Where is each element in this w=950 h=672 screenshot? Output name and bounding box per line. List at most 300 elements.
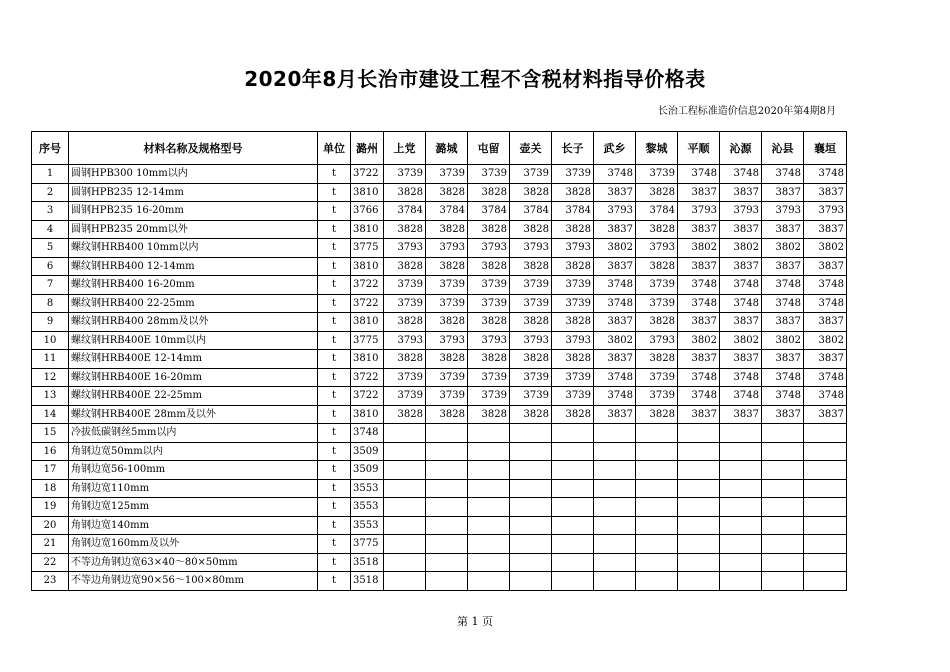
table-row <box>32 183 847 202</box>
price-cell <box>762 516 804 535</box>
price-cell: 3739 <box>426 294 468 313</box>
price-cell: 3793 <box>636 239 678 258</box>
price-cell: 3810 <box>351 257 384 276</box>
price-cell: 3793 <box>762 202 804 221</box>
price-cell <box>804 461 847 480</box>
price-cell: 3748 <box>678 387 720 406</box>
price-cell <box>510 498 552 517</box>
price-cell: 3802 <box>762 331 804 350</box>
price-cell <box>636 498 678 517</box>
price-cell: 3810 <box>351 405 384 424</box>
price-cell: 3828 <box>468 220 510 239</box>
material-name-cell: 螺纹钢HRB400E 16-20mm <box>69 368 318 387</box>
price-cell <box>384 424 426 443</box>
price-cell: 3748 <box>762 387 804 406</box>
price-cell: 3837 <box>720 220 762 239</box>
material-name-cell: 螺纹钢HRB400 22-25mm <box>69 294 318 313</box>
column-header: 上党 <box>384 132 426 165</box>
material-name-cell: 角钢边宽125mm <box>69 498 318 517</box>
price-cell: 3739 <box>426 368 468 387</box>
price-cell <box>636 424 678 443</box>
table-row <box>32 350 847 369</box>
price-cell: 3828 <box>468 257 510 276</box>
price-cell: 3837 <box>762 183 804 202</box>
price-cell <box>594 479 636 498</box>
price-cell: 3837 <box>762 313 804 332</box>
row-number-cell: 16 <box>32 442 69 461</box>
price-cell <box>594 424 636 443</box>
price-cell <box>762 442 804 461</box>
price-cell <box>510 535 552 554</box>
publication-subtitle: 长治工程标准造价信息2020年第4期8月 <box>657 106 836 117</box>
price-cell <box>426 553 468 572</box>
price-cell: 3802 <box>594 331 636 350</box>
price-cell <box>384 479 426 498</box>
price-cell: 3828 <box>636 257 678 276</box>
price-cell: 3837 <box>762 405 804 424</box>
price-cell <box>720 424 762 443</box>
price-cell <box>678 553 720 572</box>
material-name-cell: 螺纹钢HRB400 10mm以内 <box>69 239 318 258</box>
price-cell <box>762 479 804 498</box>
unit-cell: t <box>318 368 351 387</box>
price-cell: 3828 <box>510 405 552 424</box>
price-cell: 3802 <box>678 239 720 258</box>
price-cell: 3722 <box>351 387 384 406</box>
table-row <box>32 257 847 276</box>
material-name-cell: 螺纹钢HRB400E 22-25mm <box>69 387 318 406</box>
price-cell <box>804 498 847 517</box>
price-cell: 3748 <box>594 276 636 295</box>
column-header: 单位 <box>318 132 351 165</box>
price-cell: 3828 <box>636 350 678 369</box>
price-cell <box>426 572 468 591</box>
price-cell: 3802 <box>594 239 636 258</box>
price-cell: 3828 <box>510 220 552 239</box>
price-cell <box>426 479 468 498</box>
material-name-cell: 螺纹钢HRB400E 28mm及以外 <box>69 405 318 424</box>
price-cell: 3828 <box>636 183 678 202</box>
price-cell: 3837 <box>594 350 636 369</box>
price-cell <box>762 498 804 517</box>
price-cell: 3802 <box>762 239 804 258</box>
price-cell: 3837 <box>594 183 636 202</box>
price-cell <box>426 516 468 535</box>
price-cell: 3739 <box>636 387 678 406</box>
unit-cell: t <box>318 313 351 332</box>
price-cell: 3775 <box>351 239 384 258</box>
price-cell: 3784 <box>510 202 552 221</box>
unit-cell: t <box>318 498 351 517</box>
price-cell: 3775 <box>351 331 384 350</box>
price-cell <box>636 479 678 498</box>
price-cell <box>636 516 678 535</box>
price-cell: 3793 <box>510 239 552 258</box>
price-cell <box>636 572 678 591</box>
table-row <box>32 442 847 461</box>
price-cell <box>678 424 720 443</box>
price-cell: 3837 <box>804 405 847 424</box>
table-row <box>32 368 847 387</box>
price-cell: 3828 <box>384 183 426 202</box>
price-cell: 3748 <box>351 424 384 443</box>
price-cell <box>510 572 552 591</box>
price-cell <box>594 442 636 461</box>
price-cell <box>468 479 510 498</box>
price-cell <box>762 424 804 443</box>
price-cell <box>468 553 510 572</box>
table-row <box>32 498 847 517</box>
price-cell: 3837 <box>720 350 762 369</box>
price-cell <box>384 442 426 461</box>
price-cell <box>468 498 510 517</box>
price-cell <box>720 535 762 554</box>
price-cell: 3748 <box>678 294 720 313</box>
unit-cell: t <box>318 442 351 461</box>
price-cell <box>510 442 552 461</box>
price-cell <box>552 479 594 498</box>
price-cell: 3793 <box>678 202 720 221</box>
row-number-cell: 4 <box>32 220 69 239</box>
price-cell: 3722 <box>351 165 384 184</box>
table-row <box>32 331 847 350</box>
price-cell <box>594 572 636 591</box>
column-header: 沁源 <box>720 132 762 165</box>
material-name-cell: 角钢边宽50mm以内 <box>69 442 318 461</box>
price-cell: 3748 <box>720 276 762 295</box>
price-cell <box>384 553 426 572</box>
price-cell: 3739 <box>384 294 426 313</box>
price-cell: 3784 <box>426 202 468 221</box>
unit-cell: t <box>318 461 351 480</box>
price-cell: 3739 <box>552 387 594 406</box>
table-row <box>32 387 847 406</box>
unit-cell: t <box>318 405 351 424</box>
material-name-cell: 冷拔低碳钢丝5mm以内 <box>69 424 318 443</box>
price-cell: 3793 <box>510 331 552 350</box>
table-row <box>32 202 847 221</box>
price-cell <box>678 535 720 554</box>
price-cell: 3739 <box>468 294 510 313</box>
price-cell <box>384 535 426 554</box>
price-cell: 3828 <box>426 183 468 202</box>
price-cell: 3784 <box>468 202 510 221</box>
price-cell: 3739 <box>426 276 468 295</box>
price-cell <box>678 516 720 535</box>
price-cell <box>468 442 510 461</box>
price-cell: 3739 <box>384 165 426 184</box>
price-cell: 3837 <box>678 405 720 424</box>
price-cell: 3518 <box>351 572 384 591</box>
price-cell <box>804 553 847 572</box>
price-cell: 3802 <box>804 331 847 350</box>
price-cell: 3837 <box>678 220 720 239</box>
price-cell <box>720 479 762 498</box>
price-cell <box>636 535 678 554</box>
price-cell: 3739 <box>552 165 594 184</box>
price-cell: 3739 <box>384 276 426 295</box>
price-cell <box>510 479 552 498</box>
price-cell: 3793 <box>384 331 426 350</box>
price-cell: 3553 <box>351 516 384 535</box>
unit-cell: t <box>318 294 351 313</box>
price-cell: 3837 <box>678 183 720 202</box>
price-cell <box>510 461 552 480</box>
price-cell: 3748 <box>720 165 762 184</box>
price-cell: 3748 <box>594 294 636 313</box>
price-cell: 3739 <box>552 276 594 295</box>
price-cell: 3828 <box>552 220 594 239</box>
table-row <box>32 553 847 572</box>
price-cell <box>678 479 720 498</box>
price-cell <box>384 461 426 480</box>
price-cell: 3775 <box>351 535 384 554</box>
price-cell <box>552 572 594 591</box>
price-cell <box>594 461 636 480</box>
price-cell <box>636 442 678 461</box>
unit-cell: t <box>318 165 351 184</box>
unit-cell: t <box>318 553 351 572</box>
column-header: 黎城 <box>636 132 678 165</box>
price-cell: 3828 <box>468 350 510 369</box>
price-cell: 3748 <box>762 368 804 387</box>
material-name-cell: 螺纹钢HRB400E 10mm以内 <box>69 331 318 350</box>
price-cell: 3739 <box>552 368 594 387</box>
price-cell: 3802 <box>720 331 762 350</box>
price-cell <box>594 498 636 517</box>
price-cell: 3739 <box>468 387 510 406</box>
price-cell <box>594 516 636 535</box>
price-cell <box>384 572 426 591</box>
page-title: 2020年8月长治市建设工程不含税材料指导价格表 <box>244 67 706 91</box>
row-number-cell: 11 <box>32 350 69 369</box>
unit-cell: t <box>318 387 351 406</box>
price-cell: 3748 <box>804 294 847 313</box>
price-cell <box>720 553 762 572</box>
price-cell: 3739 <box>510 294 552 313</box>
price-cell <box>510 516 552 535</box>
price-cell <box>552 424 594 443</box>
price-cell <box>762 535 804 554</box>
price-cell: 3722 <box>351 294 384 313</box>
price-cell: 3748 <box>594 165 636 184</box>
unit-cell: t <box>318 516 351 535</box>
table-row <box>32 165 847 184</box>
material-name-cell: 圆钢HPB235 20mm以外 <box>69 220 318 239</box>
price-cell: 3837 <box>762 257 804 276</box>
price-cell <box>678 461 720 480</box>
material-name-cell: 螺纹钢HRB400 12-14mm <box>69 257 318 276</box>
material-name-cell: 螺纹钢HRB400 28mm及以外 <box>69 313 318 332</box>
row-number-cell: 20 <box>32 516 69 535</box>
price-cell <box>468 572 510 591</box>
price-cell: 3748 <box>678 368 720 387</box>
row-number-cell: 1 <box>32 165 69 184</box>
price-cell <box>426 461 468 480</box>
price-cell: 3748 <box>762 165 804 184</box>
table-header-row <box>32 132 847 165</box>
price-cell: 3802 <box>804 239 847 258</box>
price-cell: 3802 <box>678 331 720 350</box>
unit-cell: t <box>318 276 351 295</box>
price-cell: 3828 <box>510 313 552 332</box>
price-cell <box>384 516 426 535</box>
material-name-cell: 角钢边宽110mm <box>69 479 318 498</box>
price-cell: 3739 <box>468 368 510 387</box>
table-row <box>32 276 847 295</box>
price-cell: 3722 <box>351 368 384 387</box>
material-name-cell: 角钢边宽56-100mm <box>69 461 318 480</box>
price-cell: 3784 <box>384 202 426 221</box>
price-cell: 3748 <box>804 368 847 387</box>
price-cell: 3748 <box>720 368 762 387</box>
price-cell: 3509 <box>351 442 384 461</box>
material-name-cell: 不等边角钢边宽63×40～80×50mm <box>69 553 318 572</box>
price-cell <box>468 424 510 443</box>
price-cell <box>720 442 762 461</box>
price-cell <box>552 442 594 461</box>
material-name-cell: 螺纹钢HRB400E 12-14mm <box>69 350 318 369</box>
table-row <box>32 313 847 332</box>
price-cell: 3828 <box>636 313 678 332</box>
price-cell: 3739 <box>426 387 468 406</box>
row-number-cell: 12 <box>32 368 69 387</box>
table-row <box>32 239 847 258</box>
table-row <box>32 220 847 239</box>
price-cell <box>426 498 468 517</box>
column-header: 材料名称及规格型号 <box>69 132 318 165</box>
price-cell: 3553 <box>351 479 384 498</box>
price-cell <box>552 553 594 572</box>
price-cell: 3793 <box>552 331 594 350</box>
unit-cell: t <box>318 239 351 258</box>
price-cell: 3739 <box>468 165 510 184</box>
table-row <box>32 405 847 424</box>
unit-cell: t <box>318 202 351 221</box>
column-header: 潞州 <box>351 132 384 165</box>
price-cell: 3739 <box>552 294 594 313</box>
column-header: 潞城 <box>426 132 468 165</box>
price-cell <box>804 572 847 591</box>
price-cell: 3837 <box>594 405 636 424</box>
row-number-cell: 15 <box>32 424 69 443</box>
price-cell <box>636 553 678 572</box>
price-cell <box>594 553 636 572</box>
price-cell: 3837 <box>720 405 762 424</box>
row-number-cell: 18 <box>32 479 69 498</box>
price-cell <box>762 553 804 572</box>
price-cell: 3837 <box>804 183 847 202</box>
price-cell: 3793 <box>636 331 678 350</box>
price-cell: 3828 <box>552 257 594 276</box>
column-header: 屯留 <box>468 132 510 165</box>
price-cell <box>720 516 762 535</box>
price-cell: 3837 <box>720 183 762 202</box>
row-number-cell: 22 <box>32 553 69 572</box>
price-cell: 3828 <box>552 350 594 369</box>
price-cell: 3828 <box>384 405 426 424</box>
table-row <box>32 479 847 498</box>
price-cell: 3793 <box>468 331 510 350</box>
row-number-cell: 19 <box>32 498 69 517</box>
price-cell <box>720 498 762 517</box>
unit-cell: t <box>318 424 351 443</box>
price-cell <box>552 516 594 535</box>
price-cell <box>552 535 594 554</box>
price-cell: 3837 <box>594 257 636 276</box>
price-cell <box>678 498 720 517</box>
price-cell: 3739 <box>636 165 678 184</box>
price-cell: 3739 <box>384 387 426 406</box>
price-cell <box>804 516 847 535</box>
table-row <box>32 516 847 535</box>
price-cell: 3828 <box>510 257 552 276</box>
price-cell: 3739 <box>510 387 552 406</box>
price-cell <box>510 424 552 443</box>
price-cell <box>426 424 468 443</box>
price-cell <box>426 535 468 554</box>
row-number-cell: 8 <box>32 294 69 313</box>
price-cell: 3837 <box>594 313 636 332</box>
price-cell: 3793 <box>804 202 847 221</box>
price-cell <box>804 442 847 461</box>
price-cell <box>468 516 510 535</box>
row-number-cell: 14 <box>32 405 69 424</box>
price-cell: 3828 <box>384 257 426 276</box>
unit-cell: t <box>318 257 351 276</box>
price-cell <box>678 572 720 591</box>
row-number-cell: 2 <box>32 183 69 202</box>
price-cell: 3784 <box>552 202 594 221</box>
column-header: 平顺 <box>678 132 720 165</box>
price-cell: 3739 <box>510 276 552 295</box>
row-number-cell: 3 <box>32 202 69 221</box>
price-cell: 3828 <box>552 183 594 202</box>
price-cell: 3837 <box>804 220 847 239</box>
row-number-cell: 9 <box>32 313 69 332</box>
price-cell: 3837 <box>804 350 847 369</box>
material-name-cell: 角钢边宽140mm <box>69 516 318 535</box>
price-cell: 3793 <box>384 239 426 258</box>
unit-cell: t <box>318 572 351 591</box>
column-header: 壶关 <box>510 132 552 165</box>
row-number-cell: 21 <box>32 535 69 554</box>
price-cell: 3828 <box>468 405 510 424</box>
price-cell: 3509 <box>351 461 384 480</box>
row-number-cell: 10 <box>32 331 69 350</box>
price-cell: 3518 <box>351 553 384 572</box>
price-cell: 3828 <box>552 313 594 332</box>
price-cell <box>804 424 847 443</box>
price-cell: 3837 <box>678 257 720 276</box>
material-name-cell: 圆钢HPB235 16-20mm <box>69 202 318 221</box>
material-name-cell: 螺纹钢HRB400 16-20mm <box>69 276 318 295</box>
row-number-cell: 17 <box>32 461 69 480</box>
price-cell: 3837 <box>594 220 636 239</box>
price-cell <box>762 572 804 591</box>
price-cell: 3739 <box>468 276 510 295</box>
material-name-cell: 不等边角钢边宽90×56～100×80mm <box>69 572 318 591</box>
price-cell: 3793 <box>594 202 636 221</box>
price-cell: 3748 <box>594 368 636 387</box>
unit-cell: t <box>318 535 351 554</box>
price-cell: 3793 <box>720 202 762 221</box>
price-cell <box>384 498 426 517</box>
price-cell: 3748 <box>762 276 804 295</box>
price-cell: 3828 <box>636 405 678 424</box>
price-cell: 3748 <box>678 276 720 295</box>
price-cell: 3837 <box>762 350 804 369</box>
